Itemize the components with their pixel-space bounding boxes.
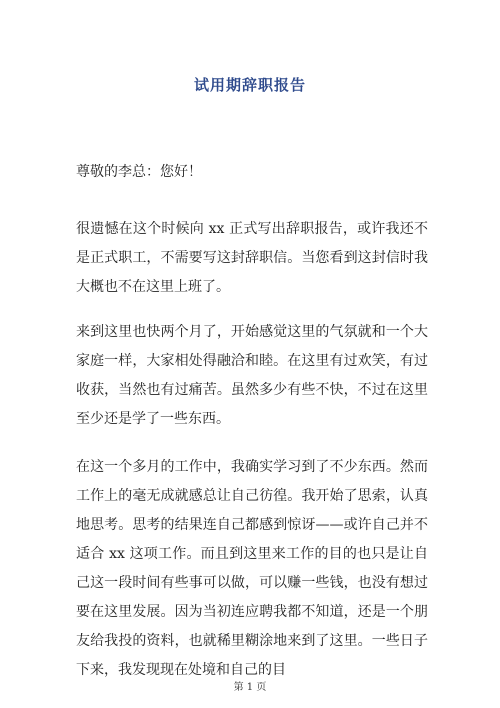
paragraph-2 xyxy=(76,318,428,434)
paragraph-text: 来到这里也快两个月了，开始感觉这里的气氛就和一个大家庭一样，大家相处得融洽和睦。在这里有过欢笑，有过收获，当然也有过痛苦。虽然多少有些不快，不过在这里至少还是学了一些东西。 xyxy=(76,324,428,427)
paragraph-text: 在这一个多月的工作中，我确实学习到了不少东西。然而工作上的毫无成就感总让自己彷徨。我开始了思索，认真地思考。思考的结果连自己都感到惊讶——或许自己并不适合 xx 这项工作。而且到这里来工作的目的也只是让自己这一段时间有些事可以做，可以赚一些钱，也没有想过要在这里发展。因为当初连应聘我都不知道，还是一个朋友给我投的资料，也就稀里糊涂地来到了这里。一些日子下来，我发现现在处境和自己的目 xyxy=(76,459,428,678)
paragraph-1 xyxy=(76,215,428,302)
greeting-line xyxy=(76,158,428,187)
page-number: 第 1 页 xyxy=(233,682,267,693)
paragraph-3 xyxy=(76,453,428,678)
greeting-text: 尊敬的李总：您好！ xyxy=(76,164,202,180)
paragraph-text: 很遗憾在这个时候向 xx 正式写出辞职报告，或许我还不是正式职工，不需要写这封辞职信。当您看到这封信时我大概也不在这里上班了。 xyxy=(76,221,428,295)
document-title: 试用期辞职报告 xyxy=(193,76,306,94)
